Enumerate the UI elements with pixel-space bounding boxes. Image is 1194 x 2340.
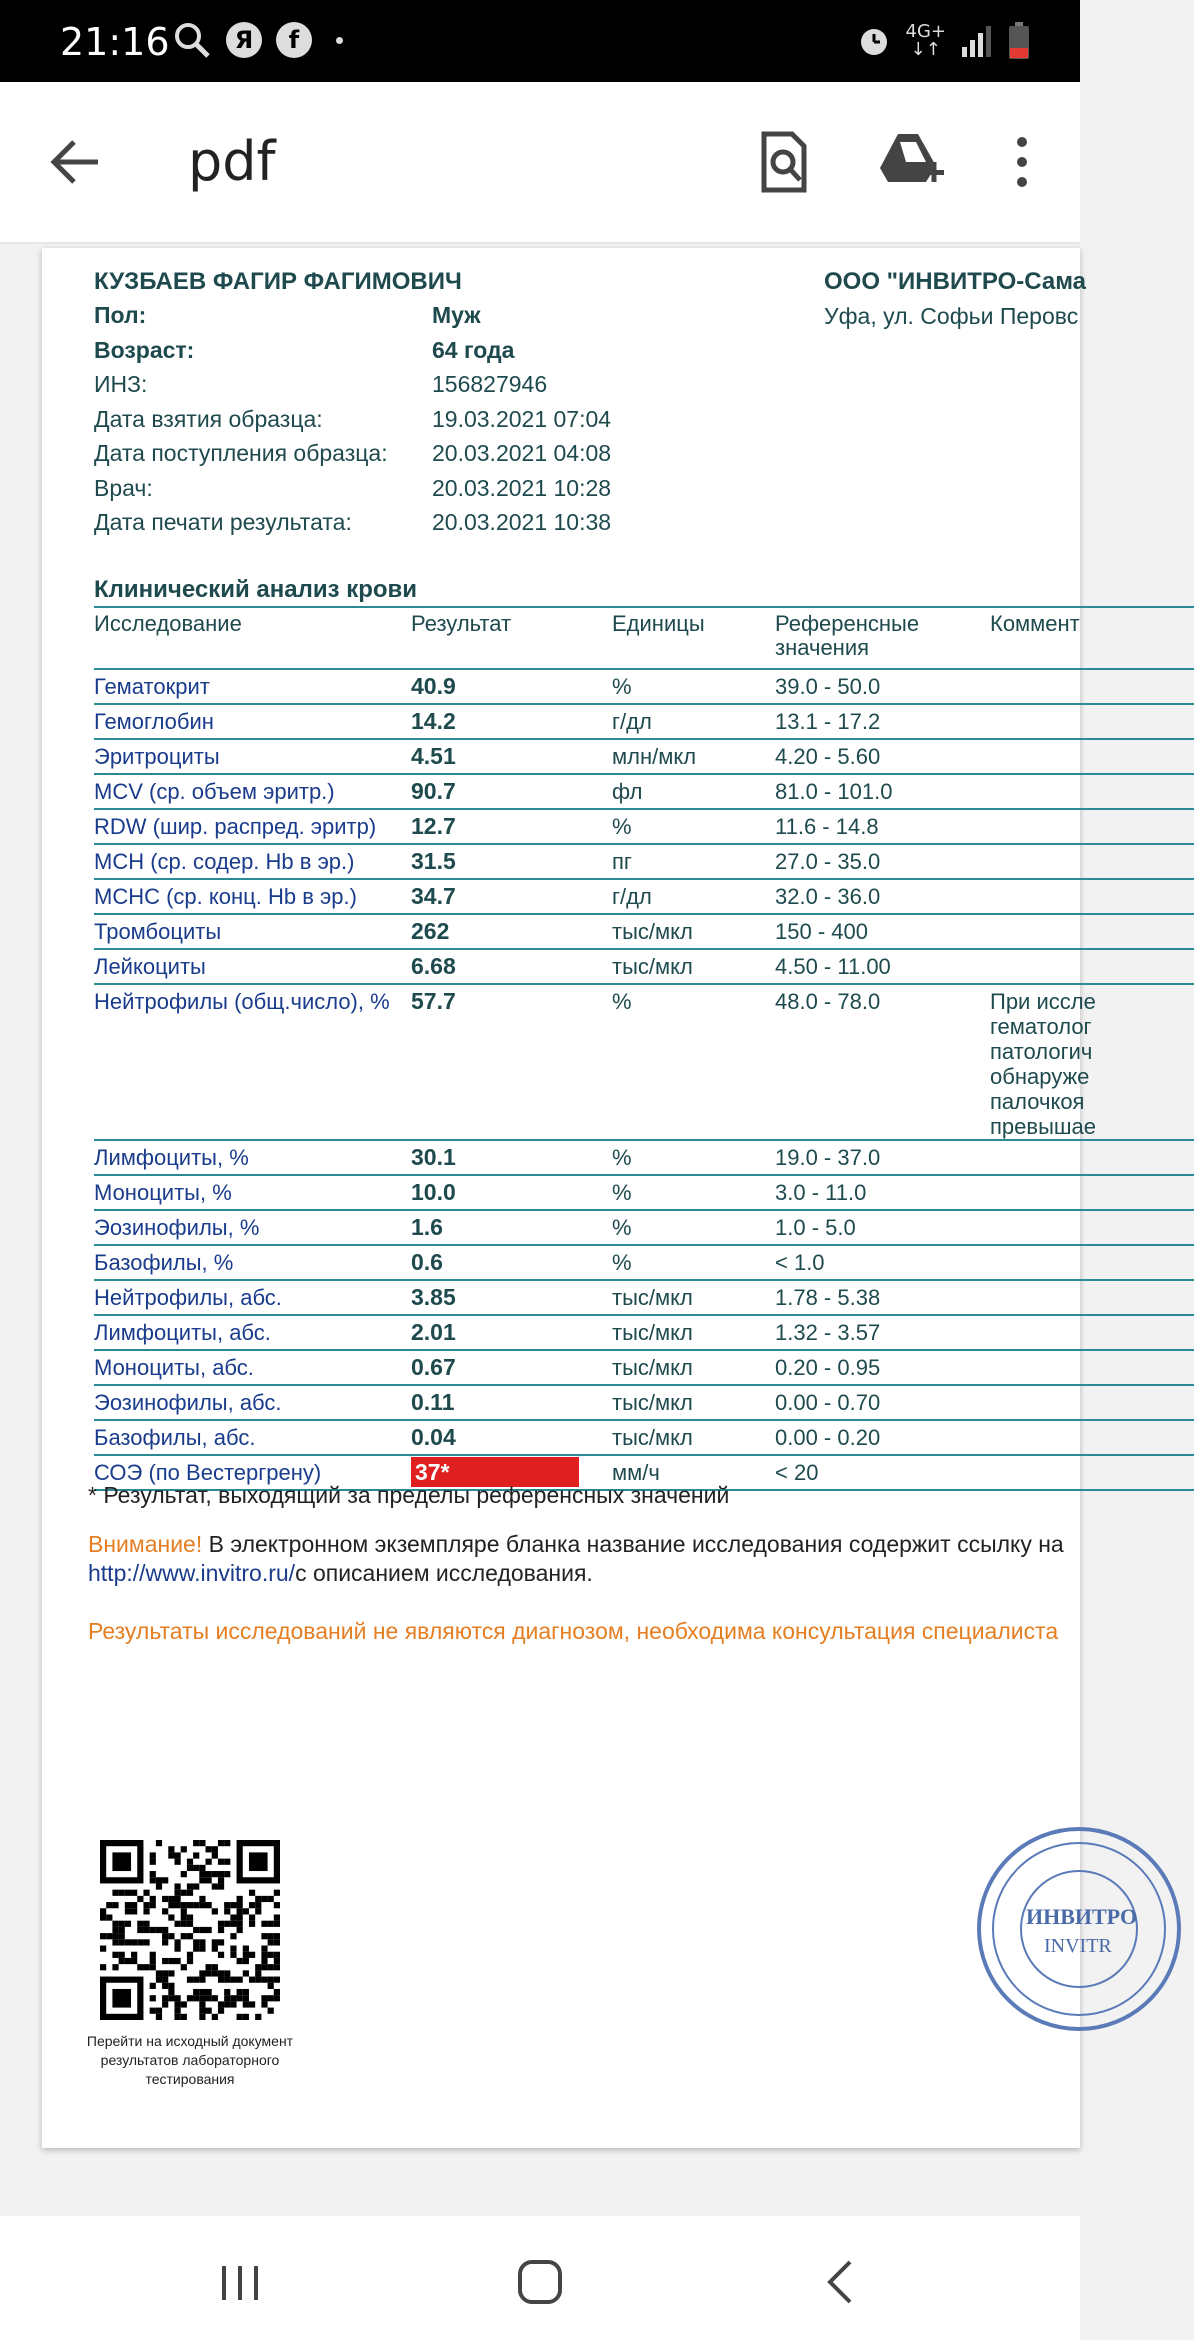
row-units: % xyxy=(612,674,632,699)
signal-icon xyxy=(960,25,994,57)
row-units: % xyxy=(612,1180,632,1205)
table-row xyxy=(94,1211,1194,1246)
row-result: 0.6 xyxy=(411,1249,443,1275)
row-result: 262 xyxy=(411,918,450,944)
info-label: Врач: xyxy=(94,474,153,501)
warning-note xyxy=(88,1530,1064,1588)
qr-caption: Перейти на исходный документ результатов лабораторного тестирования xyxy=(86,2033,294,2087)
info-value: 20.03.2021 04:08 xyxy=(432,440,612,466)
row-units: фл xyxy=(612,779,643,804)
row-result: 2.01 xyxy=(411,1319,456,1345)
app-title: pdf xyxy=(188,130,276,193)
recent-apps-icon[interactable] xyxy=(210,2252,270,2312)
info-label: Возраст: xyxy=(94,336,195,363)
battery-icon xyxy=(1008,22,1030,60)
row-units: пг xyxy=(612,849,632,874)
table-row xyxy=(94,950,1194,985)
row-reference: 48.0 - 78.0 xyxy=(775,989,881,1014)
row-comment xyxy=(990,989,1096,1139)
info-value: 20.03.2021 10:28 xyxy=(432,474,612,501)
row-units: млн/мкл xyxy=(612,744,697,769)
row-reference: 11.6 - 14.8 xyxy=(775,814,879,839)
row-reference: 32.0 - 36.0 xyxy=(775,884,881,909)
table-row xyxy=(94,880,1194,915)
table-row xyxy=(94,985,1194,1141)
network-arrows: ↓↑ xyxy=(910,39,941,60)
row-reference: 19.0 - 37.0 xyxy=(775,1145,881,1170)
row-units: тыс/мкл xyxy=(612,919,693,944)
header-result: Результат xyxy=(411,611,512,636)
row-reference: 1.78 - 5.38 xyxy=(775,1285,881,1310)
row-test[interactable]: Лимфоциты, абс. xyxy=(94,1320,271,1345)
warning-label: Внимание! xyxy=(88,1531,203,1557)
table-row xyxy=(94,845,1194,880)
back-arrow-icon[interactable] xyxy=(46,132,106,192)
row-reference: 81.0 - 101.0 xyxy=(775,779,893,804)
nav-bar xyxy=(0,2216,1080,2340)
row-result: 90.7 xyxy=(411,778,456,804)
table-row xyxy=(94,915,1194,950)
network-type: 4G+ xyxy=(905,21,946,42)
header-reference xyxy=(775,612,919,660)
row-test[interactable]: Гематокрит xyxy=(94,674,210,699)
section-title: Клинический анализ крови xyxy=(94,576,418,603)
row-result: 12.7 xyxy=(411,813,456,839)
row-units: г/дл xyxy=(612,709,652,734)
row-reference: 0.20 - 0.95 xyxy=(775,1355,881,1380)
status-time: 21:16 xyxy=(60,20,170,64)
row-units: г/дл xyxy=(612,884,652,909)
row-test[interactable]: СОЭ (по Вестергрену) xyxy=(94,1460,322,1485)
table-row xyxy=(94,1176,1194,1211)
row-test[interactable]: MCH (ср. содер. Hb в эр.) xyxy=(94,849,355,874)
row-reference: 13.1 - 17.2 xyxy=(775,709,881,734)
table-row xyxy=(94,1281,1194,1316)
header-reference-line2: значения xyxy=(775,635,870,660)
patient-name: КУЗБАЕВ ФАГИР ФАГИМОВИЧ xyxy=(94,268,462,295)
footnote: * Результат, выходящий за пределы референсных значений xyxy=(88,1482,730,1508)
row-units: % xyxy=(612,1215,632,1240)
row-test[interactable]: Нейтрофилы (общ.число), % xyxy=(94,989,390,1014)
row-reference: 150 - 400 xyxy=(775,919,868,944)
search-icon xyxy=(172,20,212,60)
row-result: 1.6 xyxy=(411,1214,443,1240)
row-reference: 0.00 - 0.70 xyxy=(775,1390,881,1415)
row-reference: 4.20 - 5.60 xyxy=(775,744,881,769)
row-units: тыс/мкл xyxy=(612,954,693,979)
row-test[interactable]: Гемоглобин xyxy=(94,709,214,734)
table-row xyxy=(94,1316,1194,1351)
row-result: 31.5 xyxy=(411,848,456,874)
header-units: Единицы xyxy=(612,611,705,636)
info-label: Дата взятия образца: xyxy=(94,405,323,432)
row-result: 34.7 xyxy=(411,883,456,909)
table-row xyxy=(94,1351,1194,1386)
more-vert-icon[interactable] xyxy=(984,124,1060,200)
results-table xyxy=(94,606,1194,1491)
row-result: 10.0 xyxy=(411,1179,456,1205)
table-row xyxy=(94,775,1194,810)
row-result: 14.2 xyxy=(411,708,456,734)
row-reference: 1.0 - 5.0 xyxy=(775,1215,856,1240)
row-result: 40.9 xyxy=(411,673,456,699)
org-address: Уфа, ул. Софьи Перовс xyxy=(824,303,1079,329)
table-row xyxy=(94,740,1194,775)
row-result: 6.68 xyxy=(411,953,456,979)
warning-text-2: с описанием исследования. xyxy=(295,1560,593,1586)
drive-add-icon[interactable] xyxy=(872,124,948,200)
facebook-icon: f xyxy=(276,22,312,58)
table-body xyxy=(94,670,1194,1491)
row-result: 57.7 xyxy=(411,988,456,1014)
info-label: Дата поступления образца: xyxy=(94,440,388,466)
svg-text:INVITR: INVITR xyxy=(1044,1935,1112,1957)
qr-code[interactable] xyxy=(100,1840,280,2020)
row-test[interactable]: MCHC (ср. конц. Hb в эр.) xyxy=(94,884,357,909)
table-row xyxy=(94,1386,1194,1421)
row-result: 37* xyxy=(411,1457,579,1487)
row-units: % xyxy=(612,989,632,1014)
network-indicator xyxy=(906,23,946,59)
row-reference: 27.0 - 35.0 xyxy=(775,849,881,874)
table-row xyxy=(94,1141,1194,1176)
table-row xyxy=(94,705,1194,740)
row-test[interactable]: Лейкоциты xyxy=(94,954,206,979)
info-label: Пол: xyxy=(94,302,147,328)
row-test[interactable]: Эозинофилы, абс. xyxy=(94,1390,282,1415)
header-test: Исследование xyxy=(94,611,242,636)
yandex-icon: Я xyxy=(226,22,262,58)
dot-icon xyxy=(336,37,343,44)
info-label: Дата печати результата: xyxy=(94,509,352,535)
disclaimer: Результаты исследований не являются диагнозом, необходима консультация специалиста xyxy=(88,1618,1059,1644)
info-value: 19.03.2021 07:04 xyxy=(432,405,612,432)
row-test[interactable]: Моноциты, абс. xyxy=(94,1355,254,1380)
table-row xyxy=(94,1421,1194,1456)
row-result: 0.04 xyxy=(411,1424,456,1450)
row-units: % xyxy=(612,1250,632,1275)
row-test[interactable]: Лимфоциты, % xyxy=(94,1145,249,1170)
warning-text: В электронном экземпляре бланка название исследования содержит ссылку на xyxy=(202,1531,1064,1557)
table-row xyxy=(94,1246,1194,1281)
row-test[interactable]: MCV (ср. объем эритр.) xyxy=(94,779,335,804)
row-reference: < 20 xyxy=(775,1460,819,1485)
row-units: мм/ч xyxy=(612,1460,660,1485)
row-units: тыс/мкл xyxy=(612,1355,693,1380)
row-test[interactable]: Тромбоциты xyxy=(94,919,222,944)
row-test[interactable]: Моноциты, % xyxy=(94,1180,232,1205)
search-document-icon[interactable] xyxy=(746,124,822,200)
comment-line: превышае xyxy=(990,1114,1097,1139)
comment-line: гематолог xyxy=(990,1014,1092,1039)
header-reference-line1: Референсные xyxy=(775,611,920,636)
row-result: 0.11 xyxy=(411,1389,455,1415)
row-units: тыс/мкл xyxy=(612,1320,693,1345)
info-value: 20.03.2021 10:38 xyxy=(432,509,612,535)
alarm-icon xyxy=(856,23,892,59)
header-comment: Коммент xyxy=(990,611,1080,636)
row-reference: 39.0 - 50.0 xyxy=(775,674,881,699)
home-icon[interactable] xyxy=(510,2252,570,2312)
org-name: ООО "ИНВИТРО-Сама xyxy=(824,268,1086,295)
info-value: 64 года xyxy=(432,336,515,363)
app-bar xyxy=(0,82,1080,244)
row-reference: < 1.0 xyxy=(775,1250,825,1275)
comment-line: палочкоя xyxy=(990,1089,1085,1114)
invitro-link[interactable]: http://www.invitro.ru/ xyxy=(88,1560,296,1586)
back-nav-icon[interactable] xyxy=(812,2252,872,2312)
row-units: тыс/мкл xyxy=(612,1425,693,1450)
info-value: Муж xyxy=(432,302,481,328)
row-reference: 1.32 - 3.57 xyxy=(775,1320,881,1345)
row-result: 30.1 xyxy=(411,1144,456,1170)
row-reference: 0.00 - 0.20 xyxy=(775,1425,881,1450)
comment-line: обнаруже xyxy=(990,1064,1090,1089)
row-test[interactable]: Эритроциты xyxy=(94,744,220,769)
row-result: 3.85 xyxy=(411,1284,456,1310)
row-test[interactable]: Базофилы, абс. xyxy=(94,1425,256,1450)
table-row xyxy=(94,810,1194,845)
row-test[interactable]: Эозинофилы, % xyxy=(94,1215,260,1240)
pdf-page[interactable] xyxy=(42,248,1138,2148)
comment-line: При иссле xyxy=(990,989,1096,1014)
row-units: тыс/мкл xyxy=(612,1285,693,1310)
table-row xyxy=(94,670,1194,705)
row-result: 0.67 xyxy=(411,1354,456,1380)
stamp-text: ИНВИТРО xyxy=(1026,1904,1138,1929)
info-value: 156827946 xyxy=(432,371,548,397)
row-reference: 3.0 - 11.0 xyxy=(775,1180,867,1205)
row-test[interactable]: Нейтрофилы, абс. xyxy=(94,1285,282,1310)
row-units: % xyxy=(612,814,632,839)
comment-line: патологич xyxy=(990,1039,1093,1064)
row-test[interactable]: Базофилы, % xyxy=(94,1250,234,1275)
stamp-image xyxy=(974,1824,1184,2034)
row-units: тыс/мкл xyxy=(612,1390,693,1415)
row-units: % xyxy=(612,1145,632,1170)
row-result: 4.51 xyxy=(411,743,456,769)
row-test[interactable]: RDW (шир. распред. эритр) xyxy=(94,814,377,839)
status-bar xyxy=(0,0,1080,82)
row-reference: 4.50 - 11.00 xyxy=(775,954,891,979)
info-label: ИНЗ: xyxy=(94,371,148,397)
table-header xyxy=(94,606,1194,670)
